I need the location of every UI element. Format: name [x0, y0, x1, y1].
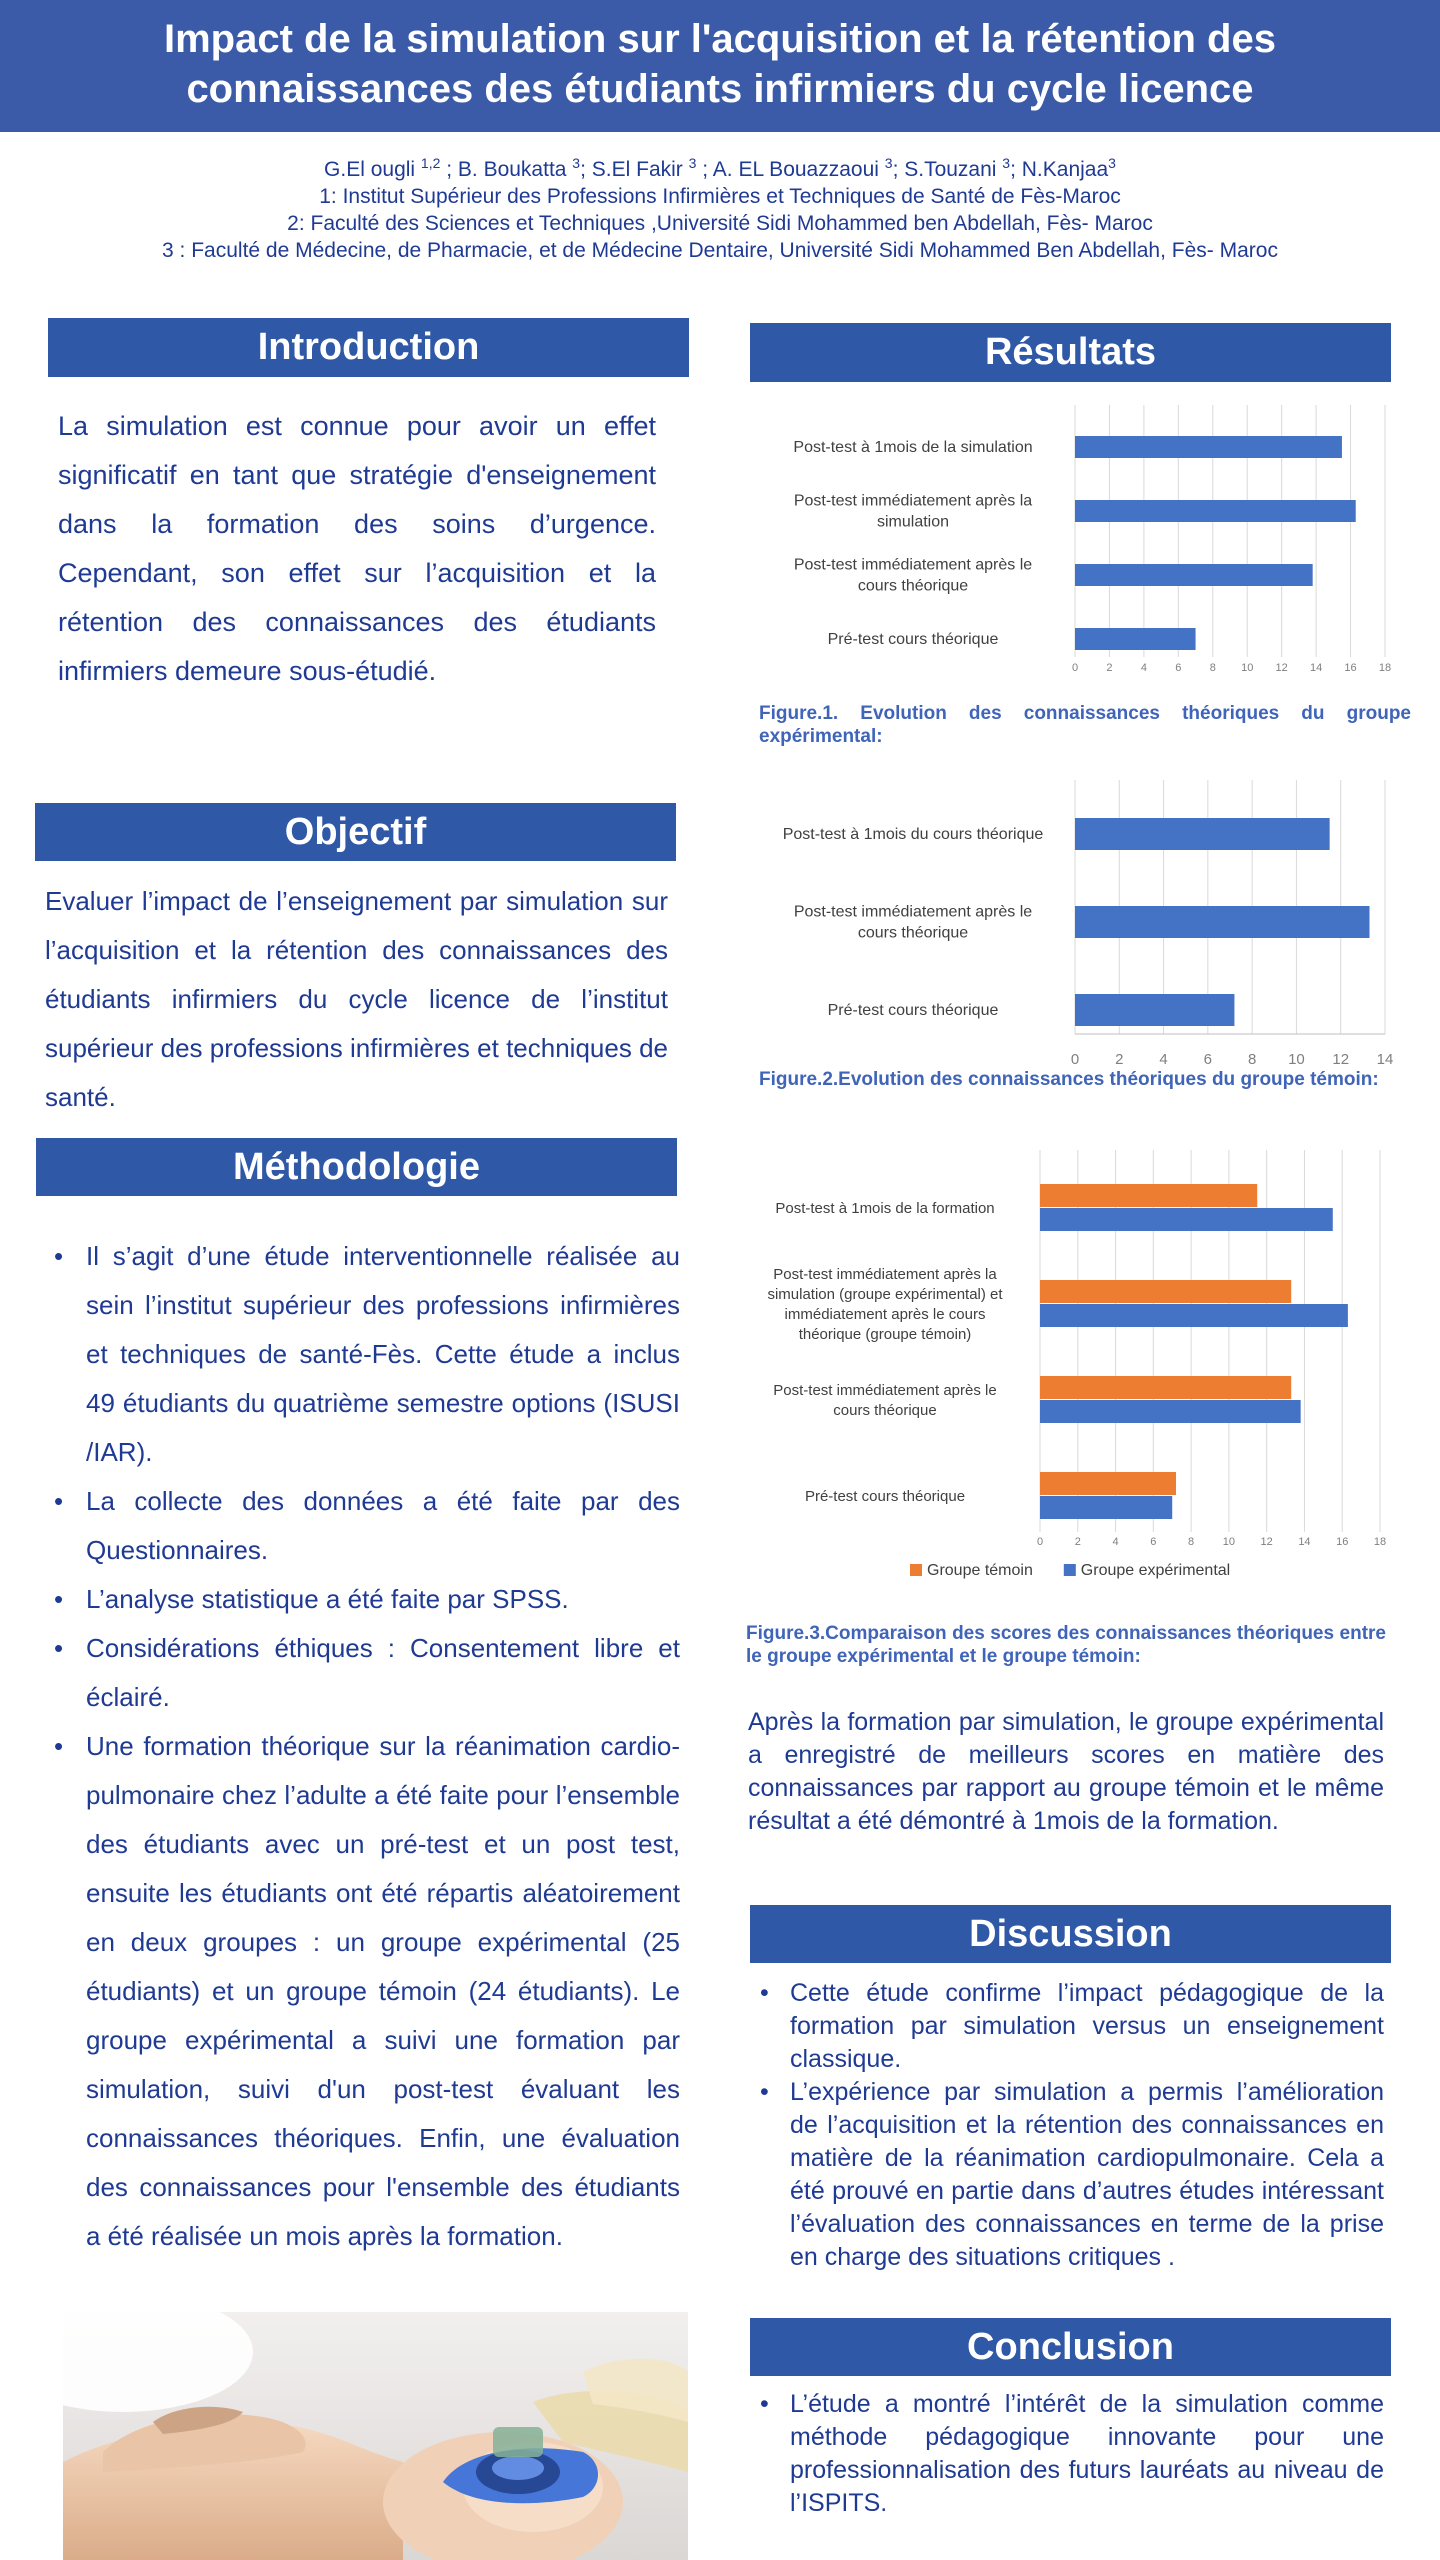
chart1-tick-label: 14 — [1309, 662, 1323, 674]
chart1-tick-label: 4 — [1140, 662, 1147, 674]
author-4-sup: 3 — [884, 155, 893, 171]
chart1-tick-label: 18 — [1378, 662, 1392, 674]
chart1-tick-label: 2 — [1106, 662, 1113, 674]
chart2-category-label: Pré-test cours théorique — [827, 1002, 999, 1019]
legend-swatch — [1064, 1564, 1076, 1576]
title-line-2: connaissances des étudiants infirmiers du cycle licence — [186, 67, 1254, 111]
chart3-bar-groupe-témoin — [1040, 1184, 1257, 1207]
author-2-sup: 3 — [572, 155, 581, 171]
author-6-sup: 3 — [1108, 155, 1116, 171]
chart1-tick-label: 0 — [1071, 662, 1079, 674]
chart3-tick-label: 6 — [1150, 1536, 1157, 1548]
chart3-tick-label: 2 — [1074, 1536, 1081, 1548]
chart3-bar-groupe-témoin — [1040, 1280, 1291, 1303]
chart3-tick-label: 18 — [1373, 1536, 1387, 1548]
chart2-tick-label: 12 — [1332, 1051, 1350, 1068]
chart1-category-label: Post-test à 1mois de la simulation — [793, 439, 1033, 456]
chart1-tick-label: 6 — [1175, 662, 1182, 674]
chart2-category-label: Post-test à 1mois du cours théorique — [782, 826, 1044, 843]
chart3-bar-groupe-expérimental — [1040, 1400, 1301, 1423]
chart1-tick-label: 16 — [1344, 662, 1357, 674]
conclusion-heading: Conclusion — [750, 2318, 1391, 2376]
affiliation-3: 3 : Faculté de Médecine, de Pharmacie, et de Médecine Dentaire, Université Sidi Mohammed Ben Abdellah, Fès- Maroc — [162, 239, 1278, 262]
author-2: ; B. Boukatta — [440, 158, 573, 181]
methodologie-item-3: • L’analyse statistique a été faite par SPSS. — [50, 1575, 680, 1624]
introduction-heading: Introduction — [48, 318, 689, 377]
affiliation-1: 1: Institut Supérieur des Professions Infirmières et Techniques de Santé de Fès-Maroc — [319, 185, 1121, 208]
chart3-bar-groupe-expérimental — [1040, 1496, 1172, 1519]
objectif-text: Evaluer l’impact de l’enseignement par simulation sur l’acquisition et la rétention des connaissances des étudiants infirmiers du cycle licence de l’institut supérieur des professions infirmières et techniques de santé. — [45, 886, 668, 1112]
chart1-bar — [1075, 564, 1313, 586]
authors-block — [0, 150, 1440, 264]
author-5-sup: 3 — [1002, 155, 1011, 171]
chart2-tick-label: 10 — [1288, 1051, 1305, 1068]
methodologie-item-1: • Il s’agit d’une étude interventionnelle réalisée au sein l’institut supérieur des professions infirmières et techniques de santé-Fès. Cette étude a inclus 49 étudiants du quatrième semestre options (ISUSI /IAR). — [50, 1232, 680, 1477]
figure-1-chart — [745, 395, 1405, 685]
chart2-category-label: Post-test immédiatement après le cours théorique — [793, 903, 1033, 942]
resultats-text: Après la formation par simulation, le groupe expérimental a enregistré de meilleurs scores en matière des connaissances par rapport au groupe témoin et le même résultat a été démontré à 1mois de la formation. — [748, 1708, 1384, 1835]
author-3-sup: 3 — [688, 155, 697, 171]
discussion-list — [750, 1977, 1384, 2274]
discussion-item-1: • Cette étude confirme l’impact pédagogique de la formation par simulation versus un enseignement classique. — [750, 1977, 1384, 2076]
figure-2-chart — [745, 770, 1405, 1080]
title-line-1: Impact de la simulation sur l'acquisition et la rétention des — [164, 17, 1276, 61]
chart2-bar — [1075, 906, 1370, 938]
author-list — [0, 150, 1440, 183]
chart3-bar-groupe-expérimental — [1040, 1304, 1348, 1327]
introduction-text: La simulation est connue pour avoir un effet significatif en tant que stratégie d'enseignement dans la formation des soins d’urgence. Cependant, son effet sur l’acquisition et la rétention des connaissances des étudiants infirmiers demeure sous-étudié. — [58, 411, 656, 686]
figure-1-caption: Figure.1. Evolution des connaissances théoriques du groupe expérimental: — [759, 703, 1411, 747]
discussion-item-2: • L’expérience par simulation a permis l’amélioration de l’acquisition et la rétention des connaissances en matière de la réanimation cardiopulmonaire. Cela a été prouvé en partie dans d’autres études intéressant l’évaluation des connaissances en terme de la prise en charge des situations critiques . — [750, 2076, 1384, 2274]
legend-label: Groupe témoin — [927, 1562, 1033, 1579]
chart1-bar — [1075, 628, 1196, 650]
figure-2-caption: Figure.2.Evolution des connaissances théoriques du groupe témoin: — [759, 1069, 1379, 1090]
chart3-bar-groupe-témoin — [1040, 1376, 1291, 1399]
affiliation-2: 2: Faculté des Sciences et Techniques ,Université Sidi Mohammed ben Abdellah, Fès- Maroc — [287, 212, 1153, 235]
objectif-heading: Objectif — [35, 803, 676, 861]
methodologie-item-4: • Considérations éthiques : Consentement libre et éclairé. — [50, 1624, 680, 1722]
methodologie-item-5: • Une formation théorique sur la réanimation cardio-pulmonaire chez l’adulte a été faite pour l’ensemble des étudiants avec un pré-test et un post test, ensuite les étudiants ont été répartis aléatoirement en deux groupes : un groupe expérimental (25 étudiants) et un groupe témoin (24 étudiants). Le groupe expérimental a suivi une formation par simulation, suivi d'un post-test évaluant les connaissances théoriques. Enfin, une évaluation des connaissances pour l'ensemble des étudiants a été réalisée un mois après la formation. — [50, 1722, 680, 2261]
chart2-tick-label: 4 — [1159, 1051, 1168, 1068]
methodologie-list — [50, 1232, 680, 2261]
chart1-tick-label: 8 — [1209, 662, 1216, 674]
figure-3-caption: Figure.3.Comparaison des scores des connaissances théoriques entre le groupe expérimental et le groupe témoin: — [746, 1623, 1386, 1667]
chart3-tick-label: 12 — [1260, 1536, 1273, 1548]
chart3-bar-groupe-expérimental — [1040, 1208, 1333, 1231]
methodologie-item-2: • La collecte des données a été faite par des Questionnaires. — [50, 1477, 680, 1575]
chart1-category-label: Post-test immédiatement après le cours théorique — [793, 556, 1033, 595]
chart2-tick-label: 14 — [1376, 1051, 1394, 1068]
chart3-category-label: Post-test immédiatement après le cours théorique — [773, 1382, 997, 1419]
chart1-category-label: Post-test immédiatement après la simulation — [793, 492, 1033, 531]
conclusion-list — [750, 2388, 1384, 2520]
chart3-tick-label: 10 — [1222, 1536, 1236, 1548]
chart3-tick-label: 14 — [1298, 1536, 1311, 1548]
resultats-heading: Résultats — [750, 323, 1391, 382]
cpr-illustration — [63, 2312, 688, 2560]
chart1-tick-label: 12 — [1275, 662, 1288, 674]
methodologie-heading: Méthodologie — [36, 1138, 677, 1196]
author-4: ; A. EL Bouazzaoui — [696, 158, 885, 181]
figure-3-chart — [745, 1140, 1405, 1600]
chart1-bar — [1075, 436, 1342, 458]
chart3-tick-label: 0 — [1036, 1536, 1044, 1548]
title-banner — [0, 0, 1440, 132]
chart2-tick-label: 0 — [1070, 1051, 1080, 1068]
legend-swatch — [910, 1564, 922, 1576]
chart3-tick-label: 4 — [1112, 1536, 1119, 1548]
chart3-category-label: Pré-test cours théorique — [804, 1488, 966, 1505]
chart2-tick-label: 6 — [1203, 1051, 1213, 1068]
discussion-heading: Discussion — [750, 1905, 1391, 1963]
chart2-tick-label: 2 — [1115, 1051, 1124, 1068]
chart3-category-label: Post-test immédiatement après la simulation (groupe expérimental) et immédiatement après le cours théorique (groupe témoin) — [767, 1266, 1003, 1343]
author-1: G.El ougli — [324, 158, 421, 181]
author-6: ; N.Kanjaa — [1010, 158, 1109, 181]
chart2-bar — [1075, 994, 1234, 1026]
legend-label: Groupe expérimental — [1080, 1562, 1231, 1579]
chart3-category-label: Post-test à 1mois de la formation — [775, 1200, 995, 1217]
chart3-tick-label: 8 — [1188, 1536, 1195, 1548]
author-1-sup: 1,2 — [420, 155, 441, 171]
chart2-bar — [1075, 818, 1330, 850]
author-5: ; S.Touzani — [892, 158, 1003, 181]
chart3-bar-groupe-témoin — [1040, 1472, 1176, 1495]
chart1-tick-label: 10 — [1241, 662, 1254, 674]
chart1-category-label: Pré-test cours théorique — [827, 631, 999, 648]
chart1-bar — [1075, 500, 1356, 522]
cpr-training-photo — [63, 2312, 688, 2560]
chart3-tick-label: 16 — [1336, 1536, 1349, 1548]
author-3: ; S.El Fakir — [580, 158, 689, 181]
conclusion-item-1: • L’étude a montré l’intérêt de la simulation comme méthode pédagogique innovante pour une professionnalisation des futurs lauréats au niveau de l’ISPITS. — [750, 2388, 1384, 2520]
chart2-tick-label: 8 — [1247, 1051, 1257, 1068]
